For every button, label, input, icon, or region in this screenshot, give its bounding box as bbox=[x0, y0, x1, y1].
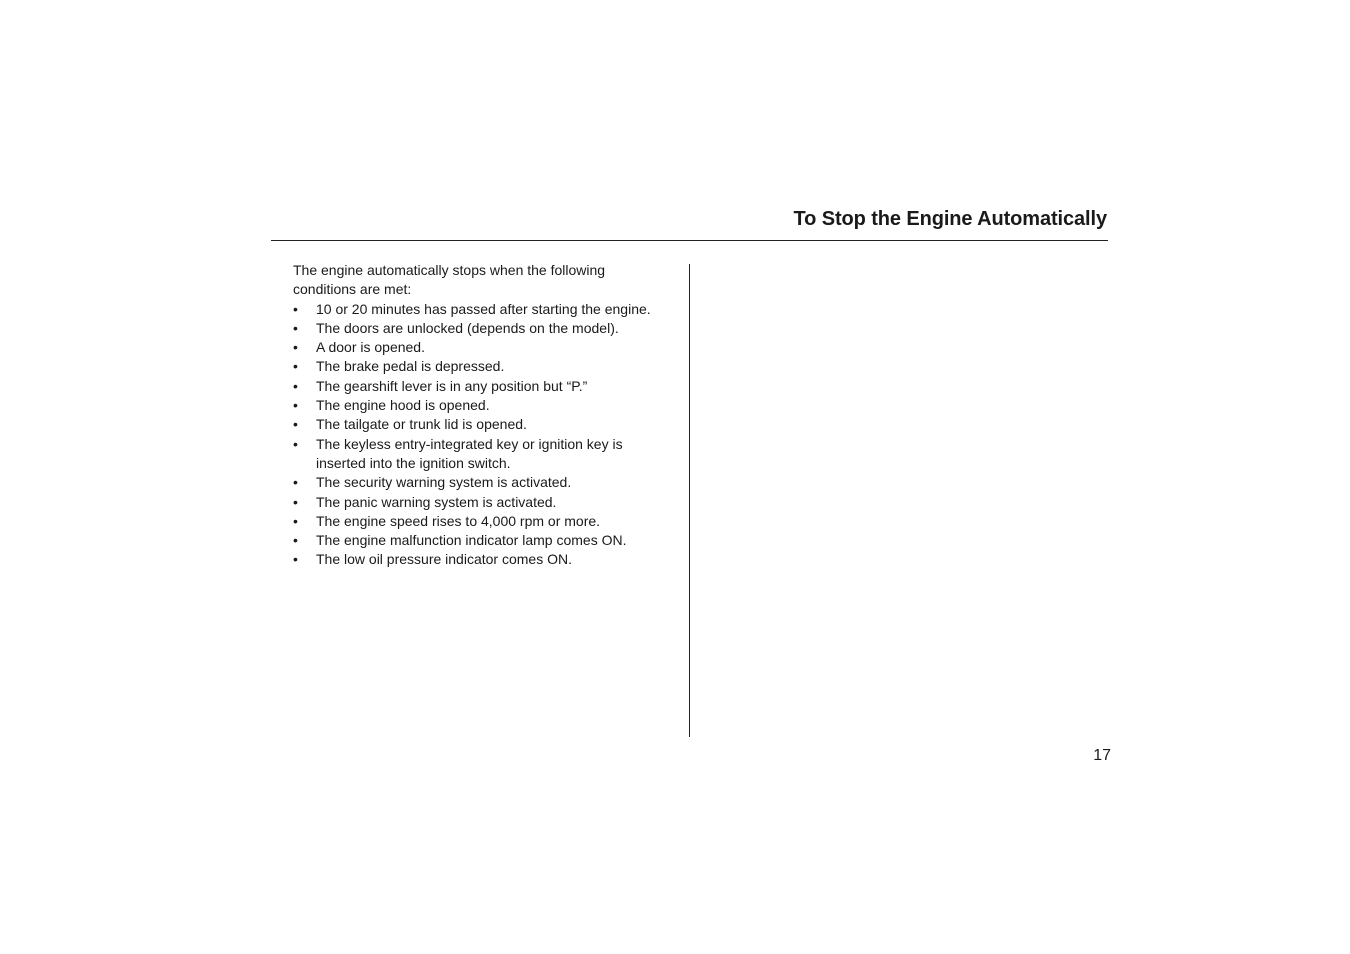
list-item: • The engine malfunction indicator lamp comes ON. bbox=[293, 531, 663, 550]
list-item: • The engine speed rises to 4,000 rpm or more. bbox=[293, 512, 663, 531]
list-item: • The low oil pressure indicator comes ON. bbox=[293, 550, 663, 569]
list-item: • The panic warning system is activated. bbox=[293, 493, 663, 512]
list-item: • The brake pedal is depressed. bbox=[293, 357, 663, 376]
conditions-list bbox=[293, 300, 663, 570]
list-item: • The keyless entry-integrated key or ignition key is inserted into the ignition switch. bbox=[293, 435, 663, 474]
section-title: To Stop the Engine Automatically bbox=[793, 208, 1107, 230]
list-item: • The tailgate or trunk lid is opened. bbox=[293, 415, 663, 434]
page-number: 17 bbox=[1093, 747, 1111, 764]
column-divider bbox=[689, 264, 690, 737]
left-column bbox=[293, 261, 663, 570]
list-item: • The security warning system is activated. bbox=[293, 473, 663, 492]
list-item: • The doors are unlocked (depends on the model). bbox=[293, 319, 663, 338]
intro-paragraph: The engine automatically stops when the following conditions are met: bbox=[293, 262, 606, 298]
list-item: • A door is opened. bbox=[293, 338, 663, 357]
list-item: • 10 or 20 minutes has passed after starting the engine. bbox=[293, 300, 663, 319]
list-item: • The gearshift lever is in any position but “P.” bbox=[293, 377, 663, 396]
title-divider bbox=[271, 240, 1108, 241]
list-item: • The engine hood is opened. bbox=[293, 396, 663, 415]
